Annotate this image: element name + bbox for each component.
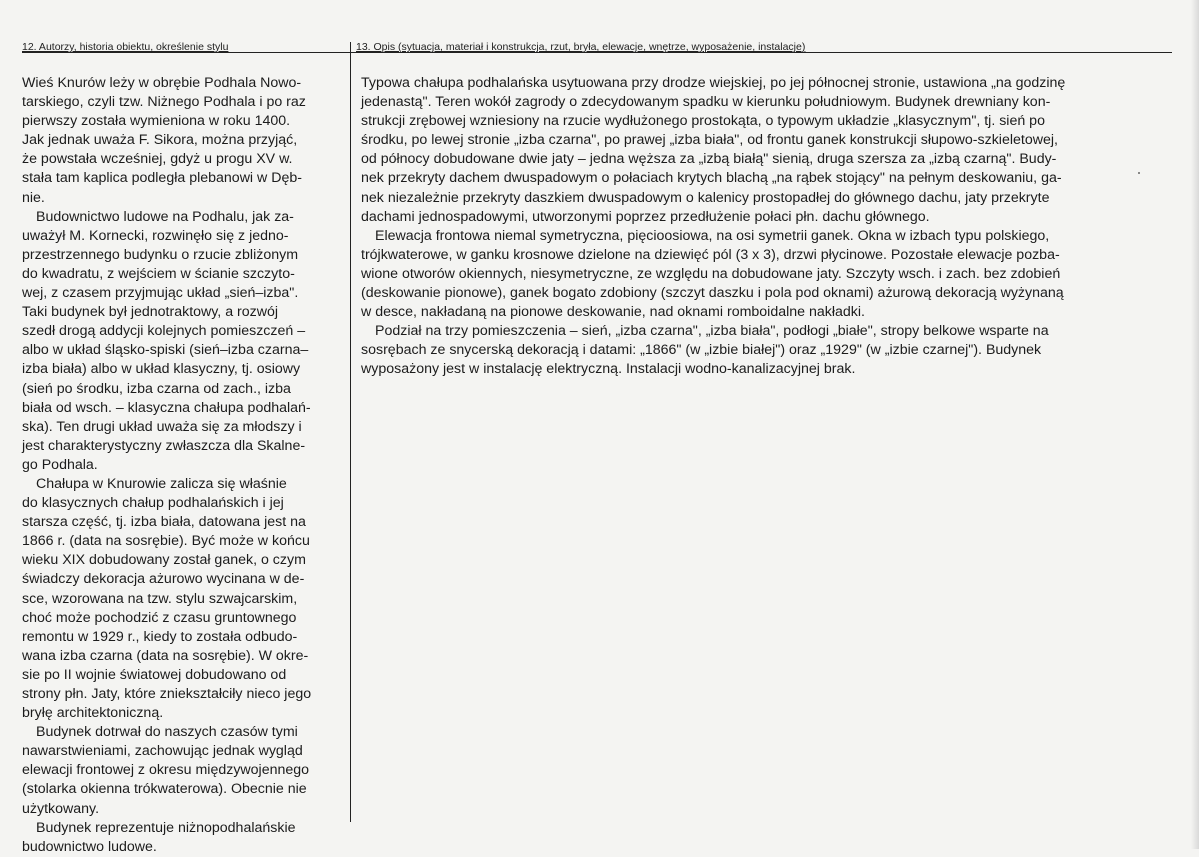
text-line: świadczy dekoracja ażurowo wycinana w de- [22,571,305,588]
text-line: dachami jednospadowymi, utworzonymi poprzez przedłużenie połaci płn. dachu głównego. [361,208,930,225]
text-line: (deskowanie pionowe), ganek bogato zdobiony (szczyt daszku i pola pod oknami) ażurową dekoracją wyżynaną [361,285,1064,302]
text-line: szedł drogą addycji kolejnych pomieszczeń – [22,323,306,340]
section-header-description: 13. Opis (sytuacja, materiał i konstrukcja, rzut, bryła, elewacje, wnętrze, wyposażenie, instalacje) [356,41,806,53]
text-line: pierwszy została wymieniona w roku 1400. [22,113,291,130]
text-line: ska). Ten drugi układ uważa się za młodszy i [22,418,302,435]
text-line: trójkwaterowe, w ganku krosnowe dzielone na dziewięć pól (3 x 3), drzwi płycinowe. Pozostałe elewacje pozba- [361,246,1060,263]
text-line: Taki budynek był jednotraktowy, a rozwój [22,304,279,321]
text-line: użytkowany. [22,800,100,817]
text-line: (sień po środku, izba czarna od zach., izba [22,380,291,397]
text-line: przestrzennego budynku o rzucie zbliżonym [22,246,299,263]
text-line: Budynek dotrwał do naszych czasów tymi [36,724,298,741]
text-line: w desce, nakładaną na pionowe deskowanie, nad oknami romboidalne nakładki. [361,304,865,321]
text-line: 1866 r. (data na sosrębie). Być może w końcu [22,533,310,550]
text-line: wieku XIX dobudowany został ganek, o czym [22,552,306,569]
description-text-column [361,74,1136,380]
text-line: Chałupa w Knurowie zalicza się właśnie [36,475,287,492]
text-line: Wieś Knurów leży w obrębie Podhala Nowo- [22,75,302,91]
text-line: budownictwo ludowe. [22,838,157,855]
text-line: starsza część, tj. izba biała, datowana jest na [22,514,306,531]
text-line: nie. [22,189,45,206]
text-line: elewacji frontowej z okresu międzywojennego [22,762,310,779]
section-header-history: 12. Autorzy, historia obiektu, określenie stylu [22,41,229,53]
text-line: środku, po lewej stronie „izba czarna", po prawej „izba biała", od frontu ganek konstrukcji słupowo-szkieletowej, [361,132,1058,149]
text-line: Podział na trzy pomieszczenia – sień, „izba czarna", „izba biała", podłogi „białe", stropy belkowe wsparte na [375,323,1049,340]
header-divider [22,52,1172,53]
text-line: (stolarka okienna trókwaterowa). Obecnie nie [22,781,307,798]
text-line: izba biała) albo w układ klasyczny, tj. osiowy [22,361,301,378]
text-line: do kwadratu, z wejściem w ścianie szczyto- [22,265,295,282]
text-line: strony płn. Jaty, które zniekształciły nieco jego [22,686,312,702]
text-line: uważył M. Kornecki, rozwinęło się z jedno- [22,227,289,244]
text-line: nek niezależnie przekryty daszkiem dwuspadowym o kalenicy prostopadłej do głównego dachu, jaty przekryte [361,189,1050,206]
column-divider [350,42,351,822]
text-line: jest charakterystyczny zwłaszcza dla Skalne- [22,437,306,454]
text-line: do klasycznych chałup podhalańskich i jej [22,495,284,512]
text-line: wione otworów okiennych, niesymetryczne, ze względu na dobudowane jaty. Szczyty wsch. i zach. bez zdobień [361,265,1061,282]
text-line: sce, wzorowana na tzw. stylu szwajcarskim, [22,590,298,607]
text-line: choć może pochodzić z czasu gruntownego [22,609,297,626]
text-line: biała od wsch. – klasyczna chałupa podhalań- [22,399,311,416]
text-line: remontu w 1929 r., kiedy to została odbudo- [22,628,298,645]
text-line: wyposażony jest w instalację elektryczną. Instalacji wodno-kanalizacyjnej brak. [361,361,856,378]
text-line: strukcji zrębowej wzniesiony na rzucie wydłużonego prostokąta, o typowym układzie „klasycznym", tj. sień po [361,113,1045,130]
scan-edge-shade [1191,0,1199,849]
text-line: sosrębach ze snycerską dekoracją i datami: „1866" (w „izbie białej") oraz „1929" (w „izbie czarnej"). Budynek [361,342,1042,359]
text-line: jedenastą". Teren wokół zagrody o zdecydowanym spadku w kierunku południowym. Budynek drewniany kon- [361,94,1051,111]
text-line: bryłę architektoniczną. [22,705,164,722]
scan-speck [1138,172,1140,174]
text-line: nek przekryty dachem dwuspadowym o połaciach krytych blachą „na rąbek stojący" na pełnym deskowaniu, ga- [361,170,1062,187]
text-line: że powstała wcześniej, gdyż u progu XV w. [22,151,293,168]
text-line: sie po II wojnie światowej dobudowano od [22,666,287,683]
text-line: Budynek reprezentuje niżnopodhalańskie [36,819,296,836]
text-line: Jak jednak uważa F. Sikora, można przyjąć, [22,132,298,149]
text-line: stała tam kaplica podległa plebanowi w Dęb- [22,170,302,187]
text-line: wana izba czarna (data na sosrębie). W okre- [22,647,309,664]
text-line: Elewacja frontowa niemal symetryczna, pięcioosiowa, na osi symetrii ganek. Okna w izbach typu polskiego, [375,227,1050,244]
text-line: tarskiego, czyli tzw. Niżnego Podhala i po raz [22,94,306,111]
text-line: go Podhala. [22,456,98,473]
text-line: albo w układ śląsko-spiski (sień–izba czarna– [22,342,309,359]
text-line: Budownictwo ludowe na Podhalu, jak za- [36,208,294,225]
text-line: od północy dobudowane dwie jaty – jedna węższa za „izbą białą" sienią, druga szersza za „izbą czarną". Budy- [361,151,1057,168]
text-line: wej, z czasem przyjmując układ „sień–izba". [22,285,299,302]
text-line: Typowa chałupa podhalańska usytuowana przy drodze wiejskiej, po jej północnej stronie, ustawiona „na godzinę [361,75,1066,91]
history-text-column [22,74,340,857]
text-line: nawarstwieniami, zachowując jednak wygląd [22,743,303,760]
